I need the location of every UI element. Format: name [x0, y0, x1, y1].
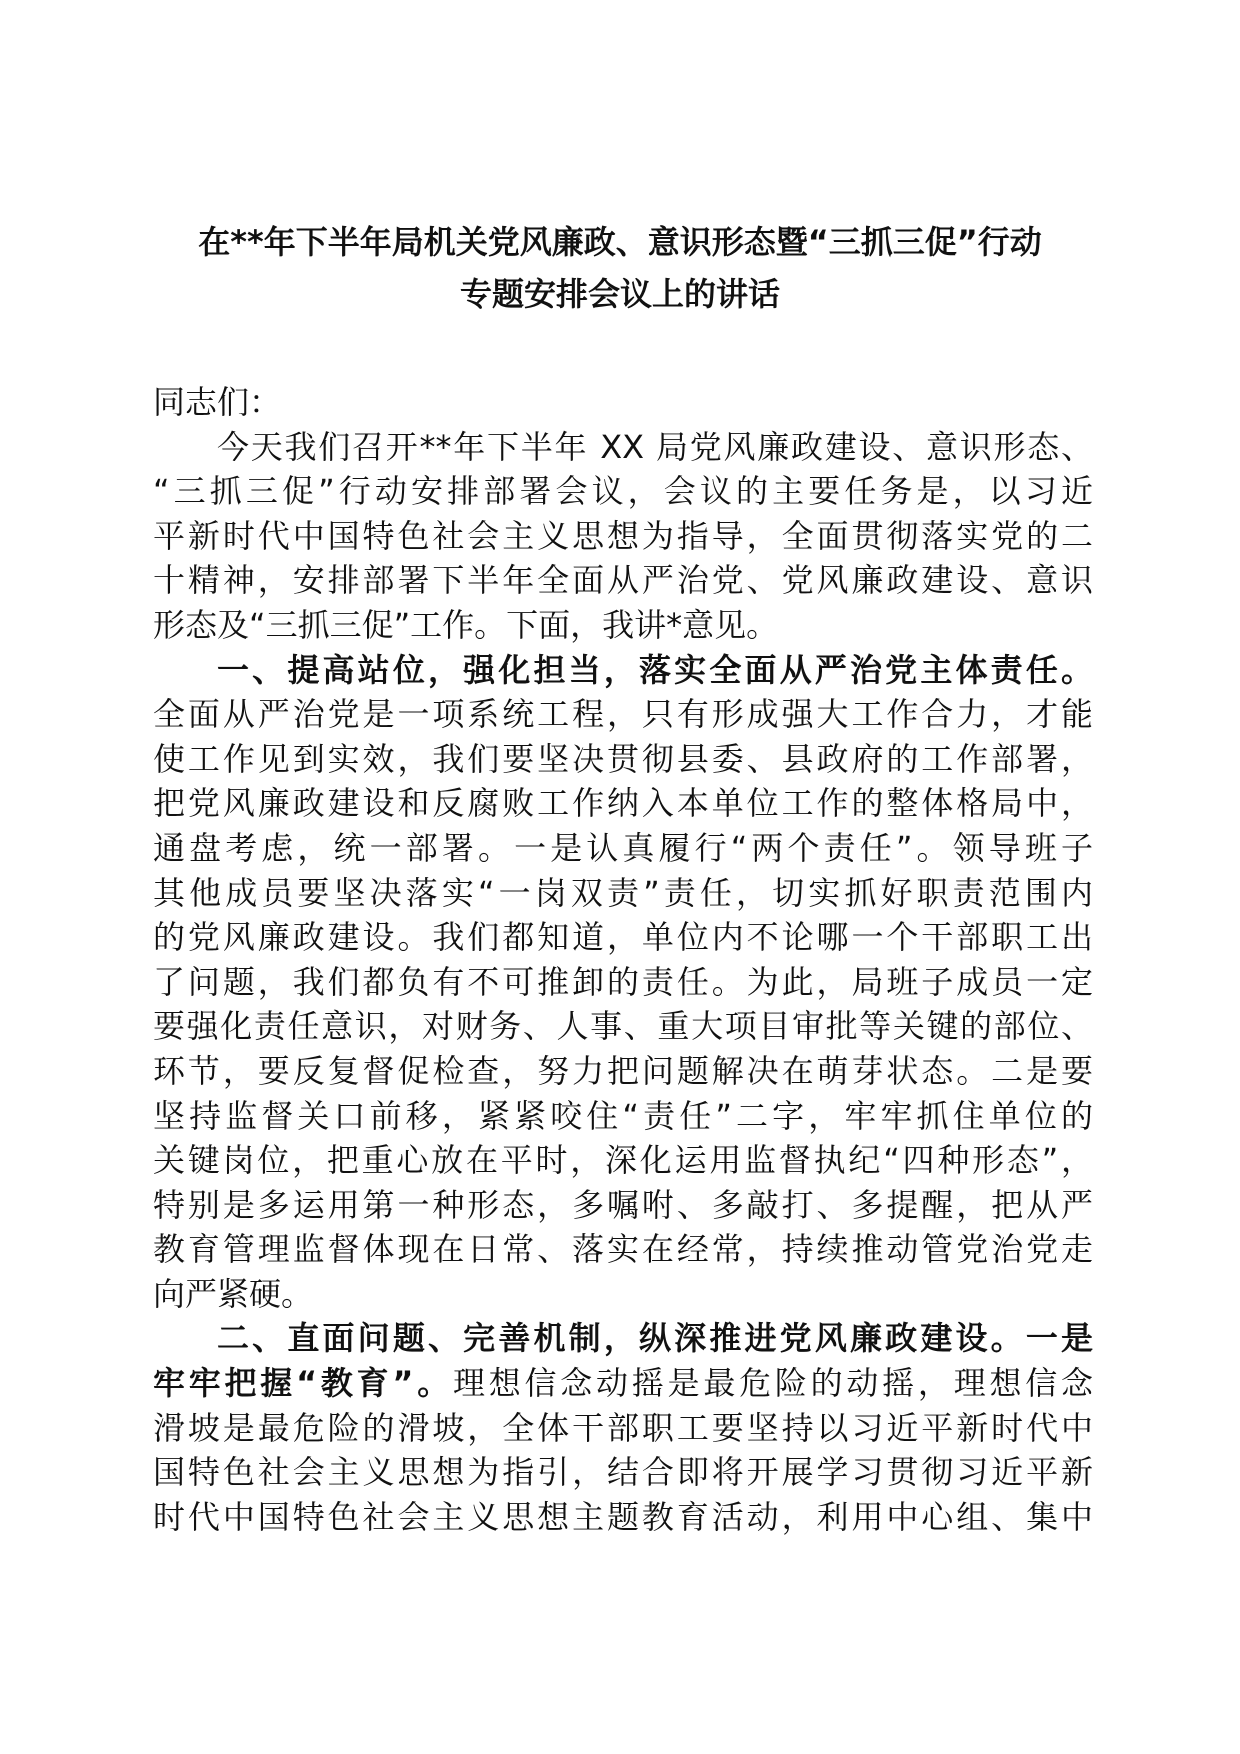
paragraph-2-line: 要强化责任意识，对财务、人事、重大项目审批等关键的部位、 — [153, 1007, 1093, 1046]
paragraph-2-line: 坚持监督关口前移，紧紧咬住“责任”二字，牢牢抓住单位的 — [153, 1096, 1093, 1135]
paragraph-3-line: 国特色社会主义思想为指引，结合即将开展学习贯彻习近平新 — [153, 1453, 1093, 1492]
section-2-heading: 二、直面问题、完善机制，纵深推进党风廉政建设。一是 — [217, 1319, 1093, 1358]
paragraph-3-line: 时代中国特色社会主义思想主题教育活动，利用中心组、集中 — [153, 1497, 1093, 1536]
document-title — [120, 216, 1120, 320]
paragraph-2-line: 环节，要反复督促检查，努力把问题解决在萌芽状态。二是要 — [153, 1051, 1093, 1090]
paragraph-1-line: 今天我们召开**年下半年 XX 局党风廉政建设、意识形态、 — [217, 427, 1093, 466]
paragraph-1-line: “三抓三促”行动安排部署会议，会议的主要任务是，以习近 — [153, 472, 1093, 511]
paragraph-2-line: 的党风廉政建设。我们都知道，单位内不论哪一个干部职工出 — [153, 918, 1093, 957]
paragraph-2-line: 全面从严治党是一项系统工程，只有形成强大工作合力，才能 — [153, 695, 1093, 734]
title-line-2: 专题安排会议上的讲话 — [459, 275, 780, 313]
salutation: 同志们： — [153, 383, 282, 421]
paragraph-2-line: 通盘考虑，统一部署。一是认真履行“两个责任”。领导班子 — [153, 828, 1093, 867]
paragraph-1-line: 十精神，安排部署下半年全面从严治党、党风廉政建设、意识 — [153, 561, 1093, 600]
paragraph-2-line: 向严紧硬。 — [153, 1274, 314, 1313]
section-2-first-line — [153, 1361, 1093, 1406]
paragraph-2-line: 其他成员要坚决落实“一岗双责”责任，切实抓好职责范围内 — [153, 873, 1093, 912]
section-2-subheading: 牢牢把握“教育”。 — [153, 1364, 453, 1403]
paragraph-2-line: 把党风廉政建设和反腐败工作纳入本单位工作的整体格局中， — [153, 784, 1093, 823]
paragraph-2-line: 教育管理监督体现在日常、落实在经常，持续推动管党治党走 — [153, 1230, 1093, 1269]
paragraph-2-line: 关键岗位，把重心放在平时，深化运用监督执纪“四种形态”， — [153, 1141, 1093, 1180]
paragraph-2-line: 了问题，我们都负有不可推卸的责任。为此，局班子成员一定 — [153, 962, 1093, 1001]
paragraph-3-line: 滑坡是最危险的滑坡，全体干部职工要坚持以习近平新时代中 — [153, 1408, 1093, 1447]
paragraph-2-line: 使工作见到实效，我们要坚决贯彻县委、县政府的工作部署， — [153, 739, 1093, 778]
title-line-1: 在**年下半年局机关党风廉政、意识形态暨“三抓三促”行动 — [198, 223, 1042, 261]
document-body — [153, 380, 1093, 1539]
paragraph-1-line: 形态及“三抓三促”工作。下面，我讲*意见。 — [153, 605, 779, 644]
paragraph-2-line: 特别是多运用第一种形态，多嘱咐、多敲打、多提醒，把从严 — [153, 1185, 1093, 1224]
paragraph-1-line: 平新时代中国特色社会主义思想为指导，全面贯彻落实党的二 — [153, 516, 1093, 555]
section-2-text: 理想信念动摇是最危险的动摇，理想信念 — [452, 1364, 1093, 1403]
section-1-heading: 一、提高站位，强化担当，落实全面从严治党主体责任。 — [217, 650, 1093, 689]
